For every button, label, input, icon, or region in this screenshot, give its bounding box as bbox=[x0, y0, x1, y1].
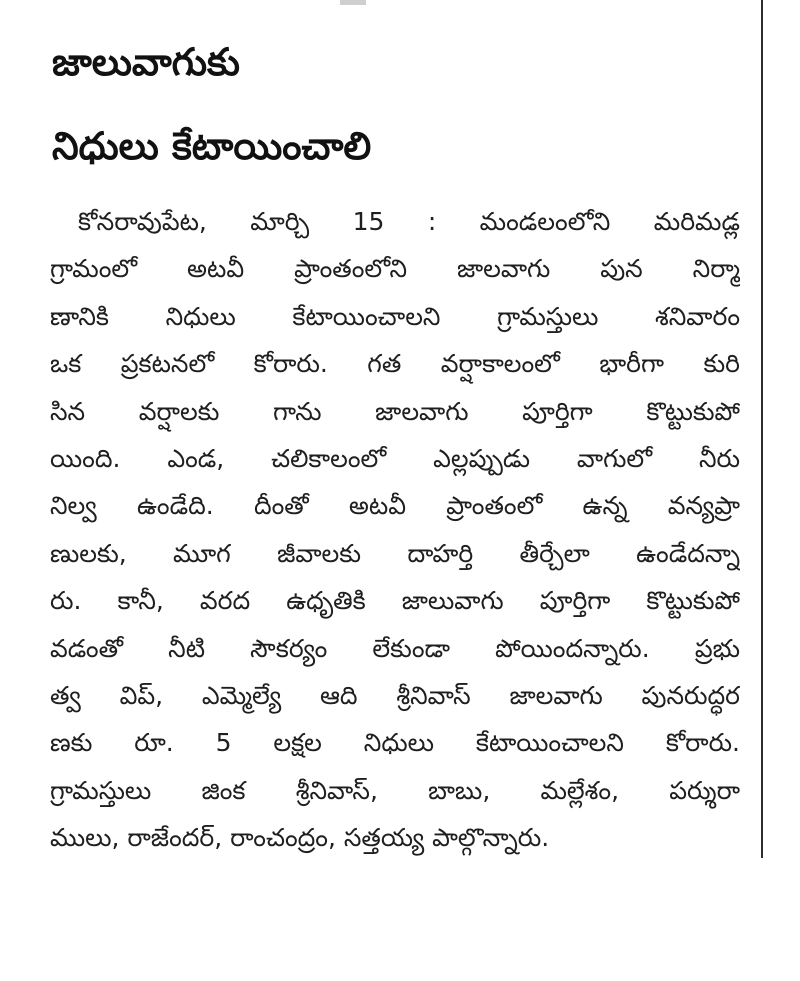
body-line-1: కోనరావుపేట, మార్చి 15 : మండలంలోని మరిమడ్ల bbox=[78, 207, 740, 236]
body-line-7: నిల్వ ఉండేది. దీంతో అటవీ ప్రాంతంలో ఉన్న వన్యప్రా bbox=[50, 491, 740, 521]
body-line-10: వడంతో నీటి సౌకర్యం లేకుండా పోయిందన్నారు. ప్రభు bbox=[50, 633, 740, 663]
article-body bbox=[50, 198, 740, 861]
body-line-3: ణానికి నిధులు కేటాయించాలని గ్రామస్తులు శనివారం bbox=[50, 301, 740, 331]
headline-line-2: నిధులు కేటాయించాలి bbox=[52, 124, 372, 168]
top-edge-mark bbox=[340, 0, 366, 5]
body-line-11: త్వ విప్, ఎమ్మెల్యే ఆది శ్రీనివాస్ జాలవాగు పునరుద్ధర bbox=[50, 680, 740, 710]
column-divider-rule bbox=[761, 0, 763, 858]
body-line-9: రు. కానీ, వరద ఉధృతికి జాలువాగు పూర్తిగా కొట్టుకుపో bbox=[50, 586, 740, 616]
article-headline bbox=[52, 20, 732, 188]
headline-line-1: జాలువాగుకు bbox=[52, 40, 240, 84]
body-line-13: గ్రామస్తులు జింక శ్రీనివాస్, బాబు, మల్లేశం, పర్శురా bbox=[50, 775, 740, 805]
body-line-12: ణకు రూ. 5 లక్షల నిధులు కేటాయించాలని కోరారు. bbox=[50, 728, 740, 758]
body-line-8: ణులకు, మూగ జీవాలకు దాహర్తి తీర్చేలా ఉండేదన్నా bbox=[50, 538, 740, 568]
body-line-14: ములు, రాజేందర్, రాంచంద్రం, సత్తయ్య పాల్గొన్నారు. bbox=[50, 823, 550, 853]
body-line-6: యింది. ఎండ, చలికాలంలో ఎల్లప్పుడు వాగులో నీరు bbox=[50, 443, 740, 473]
body-line-5: సిన వర్షాలకు గాను జాలవాగు పూర్తిగా కొట్టుకుపో bbox=[50, 396, 740, 426]
body-line-2: గ్రామంలో అటవీ ప్రాంతంలోని జాలవాగు పున నిర్మా bbox=[50, 254, 740, 284]
body-line-4: ఒక ప్రకటనలో కోరారు. గత వర్షాకాలంలో భారీగా కురి bbox=[50, 349, 740, 379]
